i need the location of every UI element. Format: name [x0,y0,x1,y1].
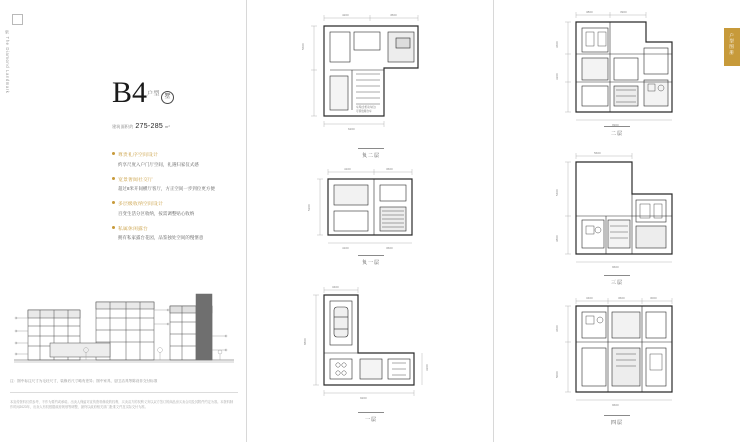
svg-text:5200: 5200 [307,204,311,211]
caption-text: 二层 [610,130,623,137]
floor-plan-caption [582,275,652,286]
feature-item [112,152,237,168]
feature-body: 超过8米开间横厅客厅，方正空间一步到位更方便 [118,186,215,191]
floor-plan-drawing [296,285,446,403]
caption-rule [358,148,384,149]
svg-text:可停放两台车: 可停放两台车 [356,110,372,113]
area-unit: m² [164,124,171,129]
svg-text:3600: 3600 [555,325,559,332]
floor-plan-caption [582,415,652,426]
svg-text:4500: 4500 [390,13,397,17]
feature-heading [112,226,237,233]
feature-item [112,201,237,217]
svg-text:3800: 3800 [586,10,593,14]
bullet-dot-icon [112,152,115,155]
feature-heading-text: 私属休闲露台 [118,226,148,232]
caption-rule [604,415,630,416]
feature-item [112,226,237,242]
svg-text:3600: 3600 [386,167,393,171]
brand-vertical-text: 紫 The Diamond Landmark [5,30,10,94]
feature-heading-text: 宽景奢阔社交厅 [118,177,153,183]
svg-text:3400: 3400 [586,296,593,300]
feature-heading [112,152,237,159]
floor-plan-drawing [546,296,696,408]
caption-rule [358,255,384,256]
floor-plan-drawing [546,8,696,126]
side-tab-label[interactable] [724,28,740,66]
svg-text:3800: 3800 [555,235,559,242]
caption-rule [358,412,384,413]
svg-text:5600: 5600 [594,151,601,155]
section-note: 注：图中标注尺寸为毛坯尺寸，装修后尺寸略有差异；图中家具、厨卫洁具等陈设非交付标准 [10,379,158,383]
svg-text:9900: 9900 [612,123,619,126]
floor-plan-drawing [300,165,440,255]
svg-text:5600: 5600 [301,43,305,50]
feature-heading [112,201,237,208]
feature-heading [112,177,237,184]
feature-item [112,177,237,193]
page-title [112,78,174,108]
caption-rule [604,126,630,127]
building-section-drawing [10,288,238,368]
caption-text: 负一层 [361,259,380,266]
brand-block [5,14,34,94]
feature-heading-text: 尊贵礼序空间设计 [118,153,158,158]
floor-plan-caption [336,148,406,159]
feature-list [112,152,237,250]
svg-text:9600: 9600 [612,265,619,268]
floor-plan-caption [336,255,406,266]
feature-heading-text: 多层级收纳空间设计 [118,202,163,207]
unit-type-badge: 墅 [161,91,174,104]
caption-rule [604,275,630,276]
svg-text:9600: 9600 [612,403,619,407]
svg-text:3400: 3400 [332,285,339,289]
svg-text:3600: 3600 [386,246,393,250]
svg-text:3000: 3000 [650,296,657,300]
bullet-dot-icon [112,201,115,204]
left-panel [0,0,246,442]
square-logo-mark [12,14,23,25]
area-prefix: 建筑面积约 [112,124,134,129]
legal-disclaimer: 本宣传资料仅供参考，不作为要约或承诺。出卖人保留对宣传资料修改的权利，买卖双方的权利义务以双方签订的商品房买卖合同及其附件约定为准。本资料制作时间2023年，出卖人有权根据政府规划等调整，最终以政府相关部门批准文件及实际交付为准。 [10,400,234,410]
floor-plan-caption [582,126,652,137]
floor-plan-caption [336,412,406,423]
bullet-dot-icon [112,226,115,229]
feature-body: 约享尺度入户门厅空间，礼遇归家仪式感 [118,161,199,167]
feature-body: 拥有私家露台花园，品鉴独处空间的慢惬意 [118,235,204,240]
panel-divider-2 [493,0,494,442]
divider-line [10,392,238,393]
svg-text:5000: 5000 [555,371,559,378]
panel-divider-1 [246,0,247,442]
unit-type-sup: 户型 [147,91,161,98]
svg-text:3600: 3600 [555,41,559,48]
caption-text: 负二层 [361,152,380,159]
svg-text:3200: 3200 [425,364,429,371]
area-value: 275-285 [135,123,164,130]
caption-text: 三层 [610,279,623,286]
svg-text:车库(含机动车位): 车库(含机动车位) [356,106,376,109]
svg-text:3200: 3200 [555,73,559,80]
side-tab-text: 户型图册 [729,33,735,56]
svg-text:5400: 5400 [555,189,559,196]
svg-text:9200: 9200 [360,396,367,400]
svg-text:4100: 4100 [344,167,351,171]
floor-plan-drawing [300,8,440,136]
svg-text:4200: 4200 [342,13,349,17]
area-line [112,123,170,130]
svg-text:6200: 6200 [348,127,355,131]
caption-text: 一层 [364,416,377,423]
floor-plan-drawing [546,150,696,268]
svg-text:8800: 8800 [303,338,307,345]
bullet-dot-icon [112,177,115,180]
feature-body: 百变生活分区收纳，按需调整贴心收纳 [118,210,195,216]
svg-text:3600: 3600 [618,296,625,300]
svg-text:3900: 3900 [620,10,627,14]
svg-text:4100: 4100 [342,246,349,250]
caption-text: 四层 [610,419,623,426]
unit-type-title: B4 [112,76,148,109]
